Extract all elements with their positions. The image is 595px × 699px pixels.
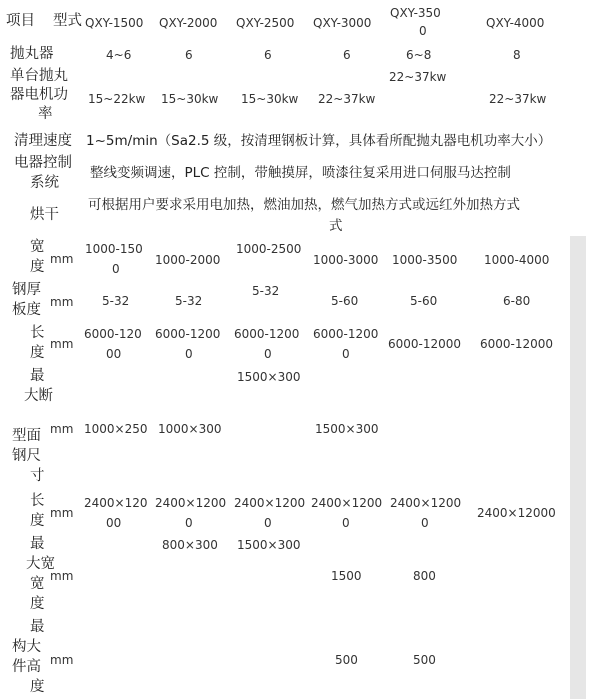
row-label-section-l3: 型面 [12,428,41,444]
maxlen-3000-l2: 0 [342,516,350,530]
maxwidth-2000: 800×300 [162,538,218,552]
blaster-count-4000: 8 [513,48,521,62]
model-qxy2000: QXY-2000 [159,16,218,30]
control-value: 整线变频调速，PLC 控制，带触摸屏，喷漆往复采用进口伺服马达控制 [90,165,511,181]
maxlen-2000-l1: 2400×1200 [155,496,227,510]
row-label-drying: 烘干 [30,207,59,223]
row-label-power-l3: 率 [38,106,53,122]
length-4000: 6000-12000 [480,337,554,351]
length-3000-l2: 0 [342,347,350,361]
unit-width: mm [50,252,74,266]
maxlen-3000-l1: 2400×1200 [311,496,383,510]
power-2000: 15~30kw [161,92,219,106]
row-label-length-l2: 度 [30,345,45,361]
row-label-control-l1: 电器控制 [14,155,72,171]
maxheight-3000: 500 [335,653,358,667]
model-qxy4000: QXY-4000 [486,16,545,30]
drying-value-l2: 式 [329,218,343,234]
row-label-control-l2: 系统 [30,175,59,191]
drying-value-l1: 可根据用户要求采用电加热，燃油加热，燃气加热方式或远红外加热方式 [88,197,520,213]
blaster-count-2500: 6 [264,48,272,62]
unit-section: mm [50,422,74,436]
row-label-maxheight-l2: 构大 [12,639,41,655]
power-2500: 15~30kw [241,92,299,106]
thickness-3000: 5-60 [331,294,359,308]
blaster-count-1500: 4~6 [106,48,132,62]
header-col-type: 型式 [53,13,82,29]
row-label-maxheight-l3: 件高 [12,659,41,675]
maxheight-3500: 500 [413,653,436,667]
row-label-speed: 清理速度 [14,133,72,149]
section-1500: 1000×250 [84,422,148,436]
model-qxy3500-line1: QXY-350 [390,6,441,20]
row-label-blaster-count: 抛丸器 [10,46,54,62]
maxlen-2500-l2: 0 [264,516,272,530]
length-1500-l2: 00 [106,347,122,361]
length-3000-l1: 6000-1200 [313,327,379,341]
width-4000: 1000-4000 [484,253,550,267]
model-qxy2500: QXY-2500 [236,16,295,30]
maxlen-1500-l1: 2400×120 [84,496,148,510]
row-label-width-l1: 宽 [30,239,45,255]
maxlen-1500-l2: 00 [106,516,122,530]
maxlen-4000: 2400×12000 [477,506,556,520]
width-3500: 1000-3500 [392,253,458,267]
row-label-section-l5: 寸 [30,468,45,484]
model-qxy1500: QXY-1500 [85,16,144,30]
row-label-maxlen-l1: 长 [30,493,45,509]
vertical-scrollbar[interactable] [570,236,586,699]
width-3000: 1000-3000 [313,253,379,267]
unit-maxlen: mm [50,506,74,520]
row-label-maxwidth-l1: 最 [30,536,45,552]
width-2500: 1000-2500 [236,242,302,256]
row-label-thickness-l2: 板度 [12,302,41,318]
row-label-maxwidth-l4: 度 [30,596,45,612]
section-2500: 1500×300 [237,370,301,384]
row-label-power-l1: 单台抛丸 [10,68,68,84]
blaster-count-2000: 6 [185,48,193,62]
width-1500-l1: 1000-150 [85,242,143,256]
header-col-item: 项目 [6,13,35,29]
power-1500: 15~22kw [88,92,146,106]
maxlen-2500-l1: 2400×1200 [234,496,306,510]
length-2000-l2: 0 [185,347,193,361]
speed-value: 1~5m/min（Sa2.5 级，按清理钢板计算，具体看所配抛丸器电机功率大小） [86,133,552,149]
length-2500-l2: 0 [264,347,272,361]
length-2000-l1: 6000-1200 [155,327,221,341]
maxwidth-2500: 1500×300 [237,538,301,552]
section-2000: 1000×300 [158,422,222,436]
unit-thickness: mm [50,295,74,309]
thickness-2500: 5-32 [252,284,280,298]
row-label-maxwidth-l2: 大宽 [26,556,55,572]
row-label-maxheight-l4: 度 [30,679,45,695]
thickness-1500: 5-32 [102,294,130,308]
blaster-count-3500: 6~8 [406,48,432,62]
row-label-thickness-l1: 钢厚 [12,282,41,298]
width-1500-l2: 0 [112,262,120,276]
blaster-count-3000: 6 [343,48,351,62]
row-label-section-l4: 钢尺 [12,448,41,464]
width-2000: 1000-2000 [155,253,221,267]
thickness-2000: 5-32 [175,294,203,308]
maxlen-3500-l1: 2400×1200 [390,496,462,510]
maxwidth-3500: 800 [413,569,436,583]
power-3000: 22~37kw [318,92,376,106]
row-label-length-l1: 长 [30,325,45,341]
row-label-width-l2: 度 [30,259,45,275]
maxlen-3500-l2: 0 [421,516,429,530]
thickness-3500: 5-60 [410,294,438,308]
length-1500-l1: 6000-120 [84,327,142,341]
row-label-section-l2: 大断 [24,388,53,404]
row-label-maxwidth-l3: 宽 [30,576,45,592]
unit-length: mm [50,337,74,351]
unit-maxheight: mm [50,653,74,667]
row-label-maxheight-l1: 最 [30,619,45,635]
section-3000: 1500×300 [315,422,379,436]
length-2500-l1: 6000-1200 [234,327,300,341]
power-3500: 22~37kw [389,70,447,84]
length-3500: 6000-12000 [388,337,462,351]
row-label-maxlen-l2: 度 [30,513,45,529]
maxwidth-3000: 1500 [331,569,362,583]
power-4000: 22~37kw [489,92,547,106]
row-label-power-l2: 器电机功 [10,87,68,103]
thickness-4000: 6-80 [503,294,531,308]
unit-maxwidth: mm [50,569,74,583]
maxlen-2000-l2: 0 [185,516,193,530]
row-label-section-l1: 最 [30,368,45,384]
model-qxy3000: QXY-3000 [313,16,372,30]
model-qxy3500-line2: 0 [419,24,427,38]
